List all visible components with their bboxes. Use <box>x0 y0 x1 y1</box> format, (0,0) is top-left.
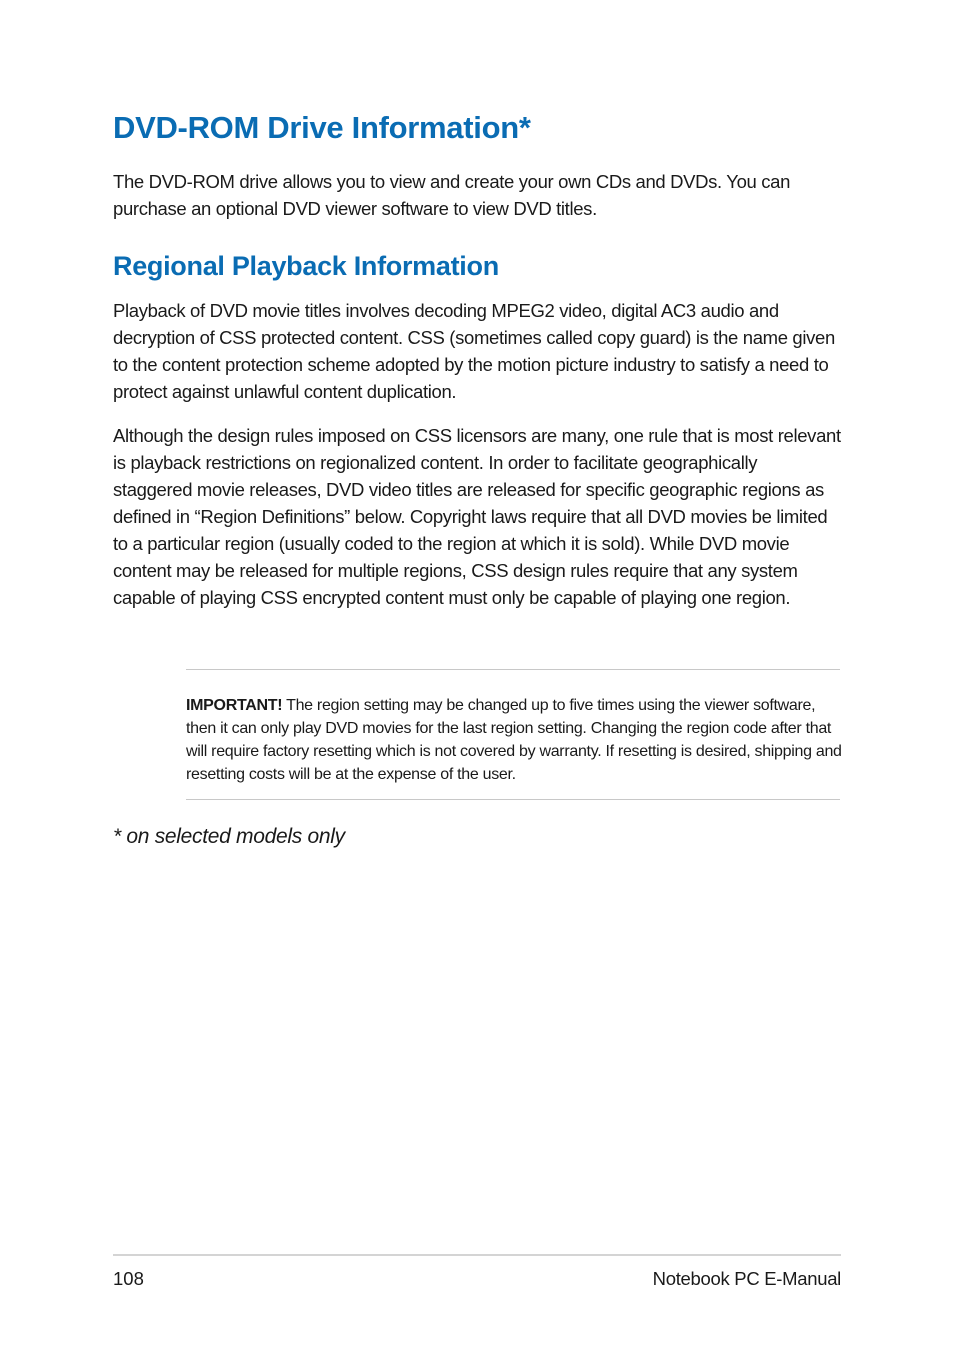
footer-divider <box>113 1254 841 1256</box>
css-rules-paragraph: Although the design rules imposed on CSS licensors are many, one rule that is most relevant is playback restrictions on regionalized content. In order to facilitate geographically staggered movie releases, DVD video titles are released for specific geographic regions as defined in “Region Definitions” below. Copyright laws require that all DVD movies be limited to a particular region (usually coded to the region at which it is sold). While DVD movie content may be released for multiple regions, CSS design rules require that any system capable of playing CSS encrypted content must only be capable of playing one region. <box>113 425 841 608</box>
page-number: 108 <box>113 1268 144 1289</box>
section-title: DVD-ROM Drive Information* <box>113 110 531 145</box>
footnote: * on selected models only <box>113 825 345 848</box>
intro-paragraph: The DVD-ROM drive allows you to view and create your own CDs and DVDs. You can purchase an optional DVD viewer software to view DVD titles. <box>113 171 791 219</box>
important-note-text <box>186 694 846 786</box>
important-note-body: The region setting may be changed up to five times using the viewer software, then it can only play DVD movies for the last region setting. Changing the region code after that will require factory resetting which is not covered by warranty. If resetting is desired, shipping and resetting costs will be at the expense of the user. <box>186 697 842 783</box>
important-note-box <box>186 669 840 800</box>
footer-document-title: Notebook PC E-Manual <box>652 1268 841 1289</box>
subsection-title: Regional Playback Information <box>113 251 499 281</box>
important-label: IMPORTANT! <box>186 697 283 714</box>
playback-paragraph: Playback of DVD movie titles involves decoding MPEG2 video, digital AC3 audio and decryption of CSS protected content. CSS (sometimes called copy guard) is the name given to the content protection scheme adopted by the motion picture industry to satisfy a need to protect against unlawful content duplication. <box>113 300 835 402</box>
